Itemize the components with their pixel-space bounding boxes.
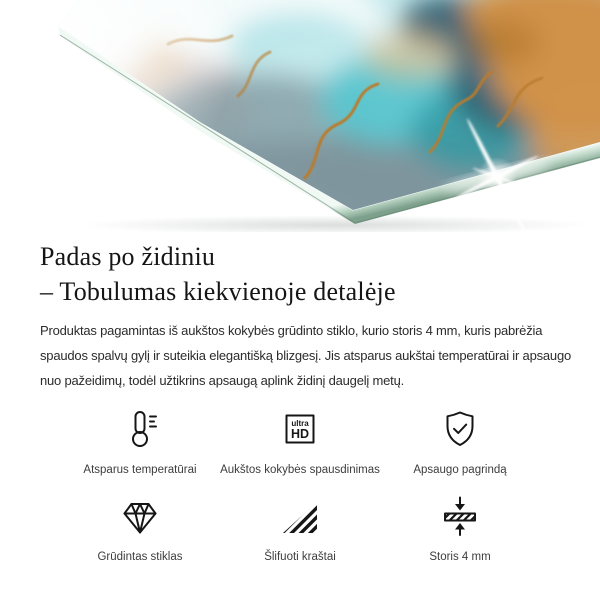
panel-shadow bbox=[80, 215, 590, 232]
feature-label: Apsaugo pagrindą bbox=[413, 464, 507, 476]
diamond-icon bbox=[118, 493, 162, 539]
feature-label: Grūdintas stiklas bbox=[97, 551, 183, 563]
shield-check-icon bbox=[438, 406, 482, 452]
panel-artwork bbox=[0, 0, 600, 232]
product-description: Produktas pagamintas iš aukštos kokybės grūdinto stiklo, kurio storis 4 mm, kuris pabrėžia spaudos spalvų gylį ir suteikia elegantišką blizgesį. Jis atsparus aukštai temperatūrai ir apsaugo nuo pažeidimų, todėl užtikrins apsaugą aplink židinį daugelį metų. bbox=[40, 323, 572, 388]
page-title-line1: Padas po židiniu bbox=[40, 242, 216, 271]
feature-label: Storis 4 mm bbox=[429, 551, 491, 563]
glass-panel-illustration bbox=[0, 0, 600, 232]
page-title-line2: – Tobulumas kiekvienoje detalėje bbox=[40, 277, 396, 306]
ultra-hd-icon bbox=[278, 406, 322, 452]
feature-label: Atsparus temperatūrai bbox=[83, 464, 197, 476]
page-title bbox=[40, 239, 560, 309]
product-image bbox=[0, 0, 600, 232]
svg-text:HD: HD bbox=[290, 427, 310, 441]
feature-item-protection bbox=[380, 406, 540, 477]
thermometer-icon bbox=[118, 406, 162, 452]
feature-item-print-quality bbox=[220, 406, 380, 477]
thickness-icon bbox=[438, 493, 482, 539]
feature-grid bbox=[60, 406, 540, 564]
feature-item-temperature bbox=[60, 406, 220, 477]
feature-label: Aukštos kokybės spausdinimas bbox=[220, 464, 380, 476]
feature-label: Šlifuoti kraštai bbox=[264, 551, 336, 563]
feature-item-tempered-glass bbox=[60, 493, 220, 564]
polished-edge-icon bbox=[278, 493, 322, 539]
svg-text:ultra: ultra bbox=[291, 419, 309, 428]
feature-item-polished-edges bbox=[220, 493, 380, 564]
feature-item-thickness bbox=[380, 493, 540, 564]
